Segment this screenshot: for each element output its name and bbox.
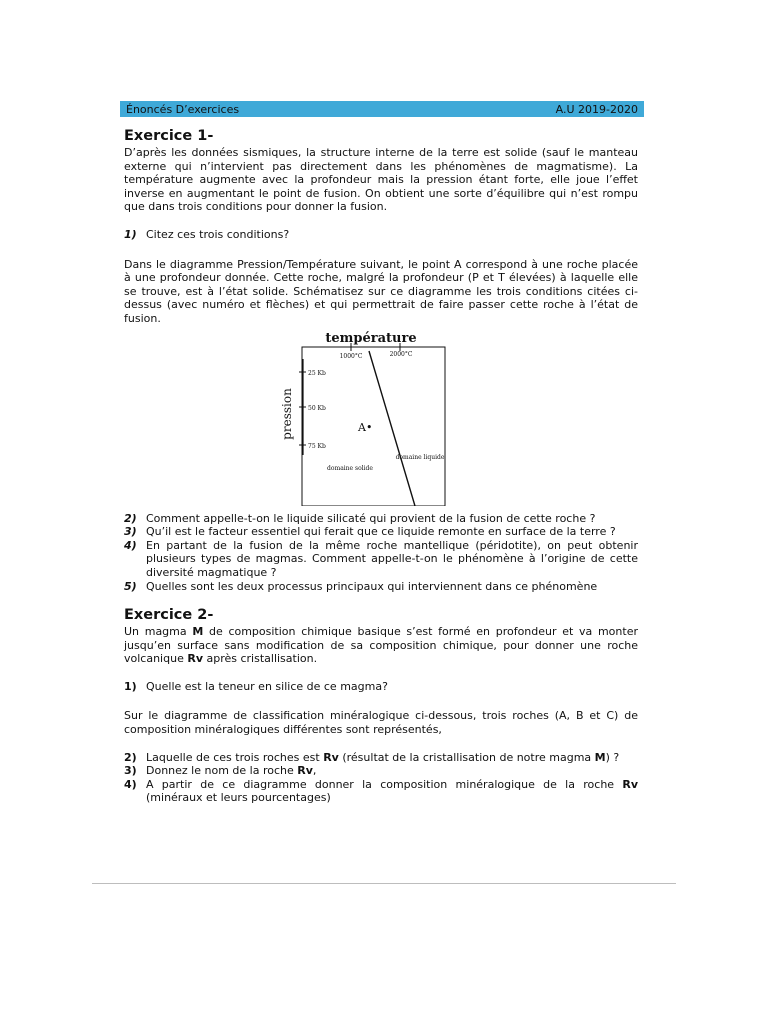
question-text: Quelle est la teneur en silice de ce magma? — [146, 679, 388, 693]
question-number: 2) — [124, 750, 137, 764]
ex1-question-2 — [124, 512, 638, 526]
solidus-curve — [369, 351, 415, 506]
rock-rv: Rv — [187, 652, 203, 666]
rock-rv: Rv — [297, 764, 313, 778]
point-a-label: A• — [358, 420, 373, 434]
ex2-question-2 — [124, 751, 638, 765]
ex1-question-5 — [124, 580, 638, 594]
q-text: (minéraux et leurs pourcentages) — [146, 791, 331, 805]
question-text: Citez ces trois conditions? — [146, 227, 290, 241]
question-text: Qu’il est le facteur essentiel qui ferait que ce liquide remonte en surface de la terre ? — [146, 525, 616, 539]
exercise-1-diagram-instructions: Dans le diagramme Pression/Température suivant, le point A correspond à une roche placée à une profondeur donnée. Cette roche, malgré la profondeur (P et T élevées) à laquelle elle se trouve, est à l’état solide. Schématisez sur ce diagramme les trois conditions citées ci-dessus (avec numéro et flèches) et qui permettrait de faire passer cette roche à l’état de fusion. — [124, 257, 638, 325]
ex1-question-1 — [124, 228, 638, 242]
question-number: 2) — [124, 511, 137, 525]
question-number: 3) — [124, 525, 137, 539]
pressure-tick-label-75: 75 Kb — [308, 442, 326, 450]
q-text: Laquelle de ces trois roches est — [146, 750, 324, 764]
header-title: Énoncés D’exercices — [126, 102, 240, 116]
q-text: , — [312, 764, 317, 778]
q-text: Donnez le nom de la roche — [146, 764, 298, 778]
header-year: A.U 2019-2020 — [555, 102, 638, 116]
exercise-2-title: Exercice 2- — [124, 607, 214, 624]
intro-text: Un magma — [124, 625, 193, 639]
exercise-1-title: Exercice 1- — [124, 128, 214, 144]
question-text — [146, 778, 638, 805]
pressure-temperature-diagram — [124, 330, 638, 508]
question-number: 5) — [124, 579, 137, 593]
pressure-tick-label-25: 25 Kb — [308, 369, 326, 377]
question-text: En partant de la fusion de la même roche mantellique (péridotite), on peut obtenir plusieurs types de magmas. Comment appelle-t-on le phénomène à l’origine de cette diversité magmatique ? — [146, 538, 638, 579]
question-text: Quelles sont les deux processus principaux qui interviennent dans ce phénomène — [146, 579, 598, 593]
document-body — [124, 128, 638, 805]
ex2-question-4 — [124, 778, 638, 805]
intro-text: de composition chimique basique s’est formé en profondeur et va monter jusqu’en surface sans modification de sa composition chimique, pour donner une roche volcanique — [124, 625, 638, 666]
rock-rv: Rv — [622, 777, 638, 791]
q-text: A partir de ce diagramme donner la composition minéralogique de la roche — [146, 777, 623, 791]
exercise-2-diagram-intro: Sur le diagramme de classification minéralogique ci-dessous, trois roches (A, B et C) de composition minéralogiques différentes sont représentés, — [124, 709, 638, 737]
question-number: 3) — [124, 764, 137, 778]
question-number: 4) — [124, 538, 137, 552]
question-number: 1) — [124, 227, 137, 241]
exercise-2-intro — [124, 625, 638, 666]
pressure-tick-label-50: 50 Kb — [308, 404, 326, 412]
pt-diagram-svg — [274, 330, 474, 506]
ex1-question-3 — [124, 525, 638, 539]
rock-rv: Rv — [323, 750, 339, 764]
magma-m: M — [594, 750, 606, 764]
diagram-title: température — [325, 330, 417, 346]
magma-m: M — [192, 625, 204, 639]
question-number: 4) — [124, 777, 137, 791]
ex2-question-1 — [124, 680, 638, 694]
ex2-question-3 — [124, 764, 638, 778]
question-number: 1) — [124, 679, 137, 693]
pressure-axis-label: pression — [280, 387, 294, 440]
q-text: (résultat de la cristallisation de notre magma — [338, 750, 595, 764]
liquid-domain-label: domaine liquide — [395, 453, 445, 461]
document-header-bar — [120, 101, 644, 117]
question-text — [146, 764, 638, 778]
intro-text: après cristallisation. — [202, 652, 318, 666]
exercise-1-intro: D’après les données sismiques, la structure interne de la terre est solide (sauf le manteau externe qui n’intervient pas directement dans les phénomènes de magmatisme). La température augmente avec la profondeur mais la pression étant forte, elle joue l’effet inverse en augmentant le point de fusion. On obtient une sorte d’équilibre qui n’est rompu que dans trois conditions pour donner la fusion. — [124, 146, 638, 214]
question-text: Comment appelle-t-on le liquide silicaté qui provient de la fusion de cette roche ? — [146, 511, 596, 525]
temp-tick-label-2000: 2000°C — [389, 350, 413, 358]
ex1-question-4 — [124, 539, 638, 580]
footer-divider — [92, 883, 676, 884]
solid-domain-label: domaine solide — [327, 464, 373, 472]
q-text: ) ? — [605, 750, 620, 764]
question-text — [146, 751, 638, 765]
temp-tick-label-1000: 1000°C — [339, 352, 363, 360]
